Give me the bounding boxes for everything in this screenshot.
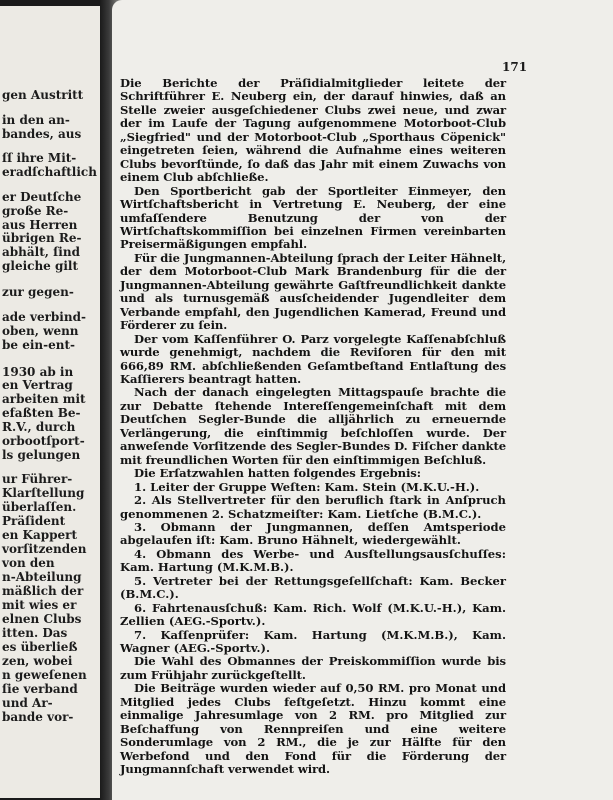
- left-page-line: in den an-: [2, 113, 70, 127]
- left-page-line: von den: [2, 556, 55, 570]
- left-page-line: gen Austritt: [2, 88, 84, 102]
- left-page-line: n-Abteilung: [2, 570, 82, 584]
- left-page-line: arbeiten mit: [2, 392, 86, 406]
- left-page-line: orbootſport-: [2, 434, 85, 448]
- paragraph-president-reports: Die Berichte der Präſidialmitglieder leitete der Schriftführer E. Neuberg ein, der darauf hinwies, daß an Stelle zweier ausgeſchiedener Clubs zwei neue, und zwar der im Laufe der Tagung aufgenommene Motorboot-Club „Siegfried" und der Motorboot-Club „Sporthaus Cöpenick" eingetreten ſeien, während die Aufnahme eines weiteren Clubs bevorſtünde, ſo daß das Jahr mit einem Zuwachs von einem Club abſchließe.: [120, 76, 506, 185]
- left-page-line: en Kappert: [2, 528, 78, 542]
- left-page-line: er Deutſche: [2, 190, 82, 204]
- body-text: [120, 77, 506, 777]
- left-page-line: und Ar-: [2, 696, 53, 710]
- left-page-line: ls gelungen: [2, 448, 81, 462]
- left-page-line: Klarſtellung: [2, 486, 85, 500]
- left-page-line: efaßten Be-: [2, 406, 81, 420]
- left-page-line: eradſchaftlich: [2, 165, 97, 179]
- left-page-line: be ein-ent-: [2, 338, 75, 352]
- left-page-line: zen, wobei: [2, 654, 73, 668]
- election-result-item: 1. Leiter der Gruppe Weſten: Kam. Stein (M.K.U.-H.).: [134, 479, 480, 494]
- election-result-item: 5. Vertreter bei der Rettungsgeſellſchaft: Kam. Becker (B.M.C.).: [120, 573, 506, 602]
- page-number: 171: [502, 60, 528, 74]
- paragraph-youth-department: Für die Jungmannen-Abteilung ſprach der Leiter Hähnelt, der dem Motorboot-Club Mark Brandenburg für die der Jungmannen-Abteilung gewährte Gaſtfreundlichkeit dankte und als turnusgemäß ausſcheidender Jugendleiter dem Verbande empfahl, den Jugendlichen Kamerad, Freund und Förderer zu ſein.: [120, 250, 506, 333]
- left-page-line: bande vor-: [2, 710, 74, 724]
- left-page-line: n geweſenen: [2, 668, 87, 682]
- left-page-line: oben, wenn: [2, 324, 79, 338]
- election-result-item: 3. Obmann der Jungmannen, deſſen Amtsperiode abgelaufen iſt: Kam. Bruno Hähnelt, wiedergewählt.: [120, 519, 506, 548]
- election-result-item: 6. Fahrtenausſchuß: Kam. Rich. Wolf (M.K.U.-H.), Kam. Zellien (AEG.-Sportv.).: [120, 600, 506, 629]
- paragraph-fees: Die Beiträge wurden wieder auf 0,50 RM. pro Monat und Mitglied jedes Clubs feſtgeſetzt. Hinzu kommt eine einmalige Jahresumlage von 2 RM. pro Mitglied zur Beſchaffung von Rennpreiſen und eine weitere Sonderumlage von 2 RM., die je zur Hälfte für den Werbefond und den Fond für die Förderung der Jungmannſchaft verwendet wird.: [120, 681, 506, 777]
- left-page-line: ur Führer-: [2, 472, 73, 486]
- paragraph-price-commission: Die Wahl des Obmannes der Preiskommiſſion wurde bis zum Frühjahr zurückgeſtellt.: [120, 654, 506, 682]
- left-page-line: überlaſſen.: [2, 500, 77, 514]
- left-page-line: elnen Clubs: [2, 612, 82, 626]
- left-page-line: itten. Das: [2, 626, 68, 640]
- left-page-line: es überließ: [2, 640, 78, 654]
- left-page-line: abhält, ſind: [2, 245, 80, 259]
- election-result-item: 7. Kaſſenprüfer: Kam. Hartung (M.K.M.B.), Kam. Wagner (AEG.-Sportv.).: [120, 627, 506, 656]
- left-page-line: vorſitzenden: [2, 542, 87, 556]
- left-page-line: gleiche gilt: [2, 259, 79, 273]
- left-page-line: aus Herren: [2, 218, 78, 232]
- left-page-line: mit wies er: [2, 598, 77, 612]
- paragraph-election-intro: Die Erſatzwahlen hatten folgendes Ergebnis:: [134, 466, 421, 481]
- left-page-line: große Re-: [2, 204, 69, 218]
- election-results-list: [120, 481, 506, 656]
- paragraph-sailing-association: Nach der danach eingelegten Mittagspauſe brachte die zur Debatte ſtehende Intereſſengemeinſchaft mit dem Deutſchen Segler-Bunde die alljährlich zu erneuernde Verlängerung, die einſtimmig beſchloſſen wurde. Der anweſende Vorſitzende des Segler-Bundes D. Fiſcher dankte mit freundlichen Worten für den einſtimmigen Beſchluß.: [120, 385, 506, 467]
- election-result-item: 4. Obmann des Werbe- und Ausſtellungsausſchuſſes: Kam. Hartung (M.K.M.B.).: [120, 546, 506, 575]
- left-page: [0, 6, 108, 798]
- election-result-item: 2. Als Stellvertreter für den beruflich ſtark in Anſpruch genommenen 2. Schatzmeiſter: Kam. Lietſche (B.M.C.).: [120, 493, 506, 521]
- paragraph-sport-report: Den Sportbericht gab der Sportleiter Einmeyer, den Wirtſchaftsbericht in Vertretung E. Neuberg, der eine umfaſſendere Benutzung der von der Wirtſchaftskommiſſion bei einzelnen Firmen vereinbarten Preisermäßigungen empfahl.: [120, 183, 506, 252]
- left-page-line: übrigen Re-: [2, 231, 82, 245]
- left-page-line: bandes, aus: [2, 127, 82, 141]
- left-page-line: en Vertrag: [2, 378, 73, 392]
- left-page-line: Präſident: [2, 514, 66, 528]
- right-page: [112, 0, 613, 800]
- left-page-line: R.V., durch: [2, 420, 76, 434]
- paragraph-treasury: Der vom Kaſſenführer O. Parz vorgelegte Kaſſenabſchluß wurde genehmigt, nachdem die Reviſoren für den mit 666,89 RM. abſchließenden Geſamtbeſtand Entlaſtung des Kaſſierers beantragt hatten.: [120, 331, 506, 386]
- left-page-line: ſie verband: [2, 682, 78, 696]
- left-page-line: zur gegen-: [2, 285, 74, 299]
- left-page-line: ade verbind-: [2, 310, 86, 324]
- left-page-line: ſſ ihre Mit-: [2, 151, 77, 165]
- left-page-line: mäßlich der: [2, 584, 84, 598]
- left-page-line: 1930 ab in: [2, 365, 74, 379]
